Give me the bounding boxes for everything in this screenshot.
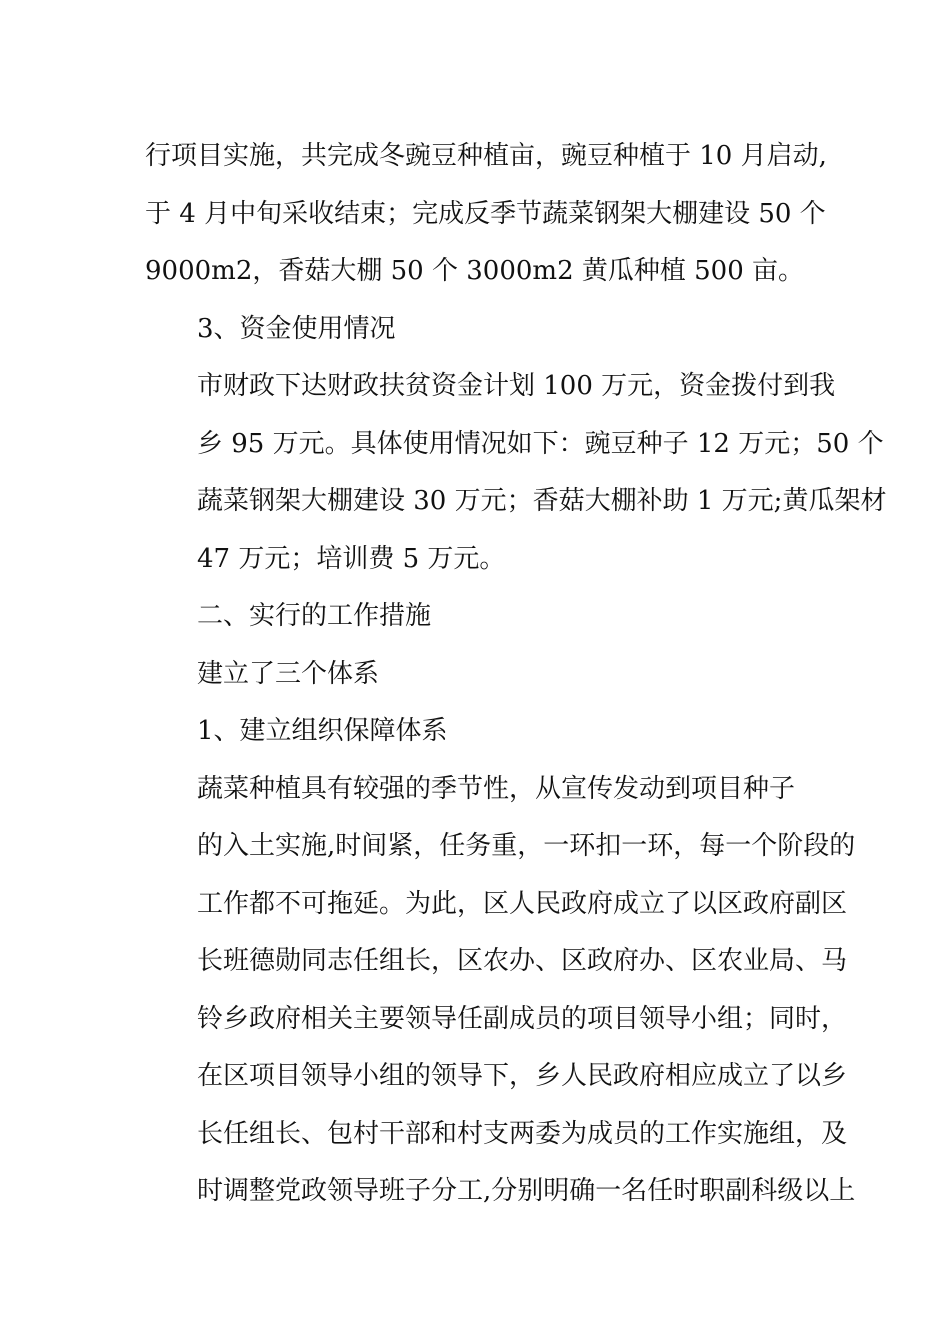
text-line: 蔬菜种植具有较强的季节性，从宣传发动到项目种子 [197, 773, 796, 804]
text-line: 1、建立组织保障体系 [197, 716, 448, 746]
text-line: 47 万元；培训费 5 万元。 [197, 543, 506, 574]
text-line: 3、资金使用情况 [197, 313, 396, 344]
text-line: 长任组长、包村干部和村支两委为成员的工作实施组，及 [197, 1118, 848, 1149]
paragraph [145, 358, 887, 588]
paragraph [145, 301, 807, 359]
paragraph [145, 646, 807, 704]
text-line: 在区项目领导小组的领导下，乡人民政府相应成立了以乡 [197, 1061, 848, 1091]
paragraph [145, 588, 807, 646]
text-line: 蔬菜钢架大棚建设 30 万元；香菇大棚补助 1 万元;黄瓜架材 [197, 486, 887, 516]
text-line: 的入土实施,时间紧，任务重，一环扣一环，每一个阶段的 [197, 831, 856, 861]
paragraph [145, 128, 827, 301]
text-line: 市财政下达财政扶贫资金计划 100 万元，资金拨付到我 [197, 371, 836, 401]
paragraph [145, 703, 807, 761]
text-line: 工作都不可拖延。为此，区人民政府成立了以区政府副区 [197, 888, 848, 919]
text-line: 时调整党政领导班子分工,分别明确一名任时职副科级以上 [197, 1176, 856, 1206]
text-line: 行项目实施，共完成冬豌豆种植亩，豌豆种植于 10 月启动, [145, 141, 827, 171]
paragraph [145, 761, 856, 1221]
text-line: 二、实行的工作措施 [197, 601, 432, 631]
text-line: 长班德勋同志任组长，区农办、区政府办、区农业局、马 [197, 946, 848, 976]
text-line: 乡 95 万元。具体使用情况如下：豌豆种子 12 万元；50 个 [197, 428, 884, 459]
text-line: 9000m2，香菇大棚 50 个 3000m2 黄瓜种植 500 亩。 [145, 256, 805, 286]
document-body [145, 128, 887, 1221]
text-line: 建立了三个体系 [197, 658, 380, 689]
text-line: 铃乡政府相关主要领导任副成员的项目领导小组；同时， [197, 1003, 848, 1034]
text-line: 于 4 月中旬采收结束；完成反季节蔬菜钢架大棚建设 50 个 [145, 198, 826, 229]
